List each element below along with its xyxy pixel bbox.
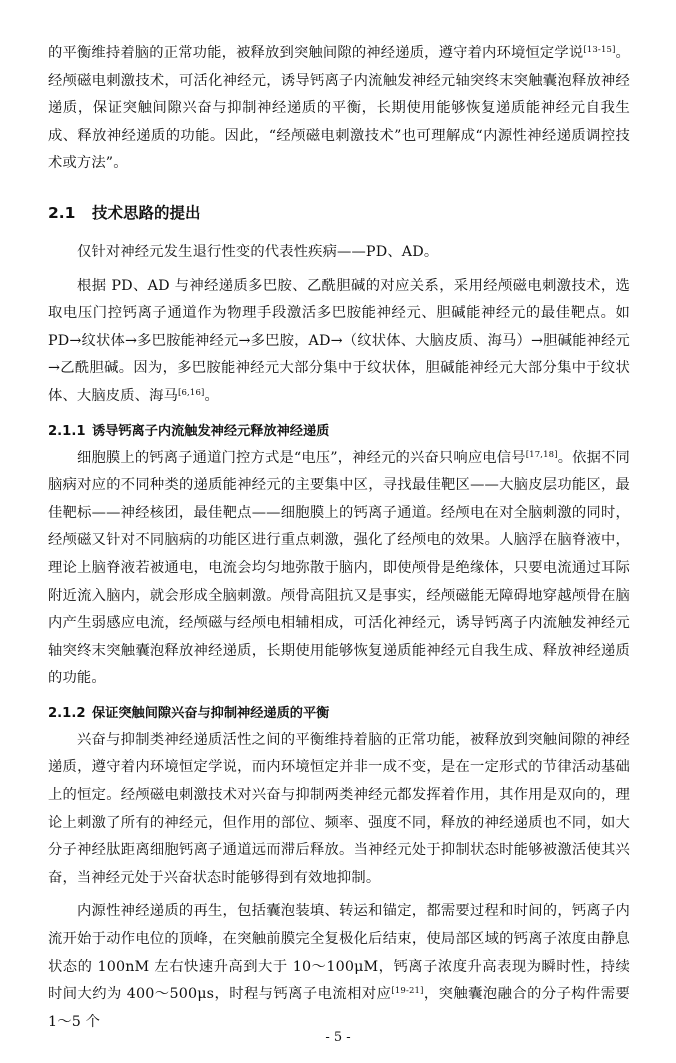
section-heading-2-1-1 xyxy=(48,419,630,445)
section-title: 诱导钙离子内流触发神经元释放神经递质 xyxy=(92,423,330,439)
section-number: 2.1.1 xyxy=(48,423,86,439)
section-title: 保证突触间隙兴奋与抑制神经递质的平衡 xyxy=(92,705,330,721)
section-title: 技术思路的提出 xyxy=(92,203,201,222)
page-number: - 5 - xyxy=(325,1030,351,1045)
paragraph: 仅针对神经元发生退行性变的代表性疾病——PD、AD。 xyxy=(77,243,439,260)
citation: [6,16] xyxy=(178,387,205,398)
paragraph-text: ，突触囊泡融合的分子构件需要 1～5 个 xyxy=(48,986,630,1030)
section-number: 2.1.2 xyxy=(48,705,86,721)
page-content xyxy=(48,40,630,1036)
paragraph xyxy=(48,898,630,1036)
paragraph xyxy=(48,273,630,411)
paragraph-text: 。经颅磁电刺激技术，可活化神经元，诱导钙离子内流触发神经元轴突终末突触囊泡释放神经递质，保证突触间隙兴奋与抑制神经递质的平衡，长期使用能够恢复递质能神经元自我生成、释放神经递质的功能。因此，“经颅磁电刺激技术”也可理解成“内源性神经递质调控技术或方法”。 xyxy=(48,45,630,172)
paragraph-text: 。依据不同脑病对应的不同种类的递质能神经元的主要集中区，寻找最佳靶区——大脑皮层功能区，最佳靶标——神经核团，最佳靶点——细胞膜上的钙离子通道。经颅电在对全脑刺激的同时，经颅磁又针对不同脑病的功能区进行重点刺激，强化了经颅电的效果。人脑浮在脑脊液中，理论上脑脊液若被通电，电流会均匀地弥散于脑内，即使颅骨是绝缘体，只要电流通过耳际附近流入脑内，就会形成全脑刺激。颅骨高阻抗又是事实，经颅磁能无障碍地穿越颅骨在脑内产生弱感应电流，经颅磁与经颅电相辅相成，可活化神经元，诱导钙离子内流触发神经元轴突终末突触囊泡释放神经递质，长期使用能够恢复递质能神经元自我生成、释放神经递质的功能。 xyxy=(48,449,631,687)
citation: [17,18] xyxy=(525,449,558,460)
section-heading-2-1-2 xyxy=(48,701,630,727)
paragraph xyxy=(48,445,630,693)
paragraph-text: 细胞膜上的钙离子通道门控方式是“电压”，神经元的兴奋只响应电信号 xyxy=(77,449,526,466)
citation: [13-15] xyxy=(583,45,616,55)
paragraph-continuation xyxy=(48,40,630,178)
citation: [19-21] xyxy=(391,986,424,997)
paragraph: 兴奋与抑制类神经递质活性之间的平衡维持着脑的正常功能，被释放到突触间隙的神经递质，遵守着内环境恒定学说，而内环境恒定并非一成不变，是在一定形式的节律活动基础上的恒定。经颅磁电刺激技术对兴奋与抑制两类神经元都发挥着作用，其作用是双向的，理论上刺激了所有的神经元，但作用的部位、频率、强度不同，释放的神经递质也不同，如大分子神经肽距离细胞钙离子通道远而滞后释放。当神经元处于抑制状态时能够被激活使其兴奋，当神经元处于兴奋状态时能够得到有效地抑制。 xyxy=(48,731,630,886)
section-number: 2.1 xyxy=(48,203,76,222)
paragraph-text: 根据 PD、AD 与神经递质多巴胺、乙酰胆碱的对应关系，采用经颅磁电刺激技术，选取电压门控钙离子通道作为物理手段激活多巴胺能神经元、胆碱能神经元的最佳靶点。如PD→纹状体→多巴胺能神经元→多巴胺，AD→（纹状体、大脑皮质、海马）→胆碱能神经元→乙酰胆碱。因为，多巴胺能神经元大部分集中于纹状体，胆碱能神经元大部分集中于纹状体、大脑皮质、海马 xyxy=(48,277,630,404)
paragraph-text: 。 xyxy=(204,387,219,404)
paragraph-text: 的平衡维持着脑的正常功能，被释放到突触间隙的神经递质，遵守着内环境恒定学说 xyxy=(48,45,584,61)
section-heading-2-1 xyxy=(48,200,630,226)
paragraph-text: 内源性神经递质的再生，包括囊泡装填、转运和锚定，都需要过程和时间的，钙离子内流开始于动作电位的顶峰，在突触前膜完全复极化后结束，使局部区域的钙离子浓度由静息状态的 100nM 左右快速升高到大于 10～100μM，钙离子浓度升高表现为瞬时性，持续时间大约为 400～500μs，时程与钙离子电流相对应 xyxy=(48,903,630,1003)
